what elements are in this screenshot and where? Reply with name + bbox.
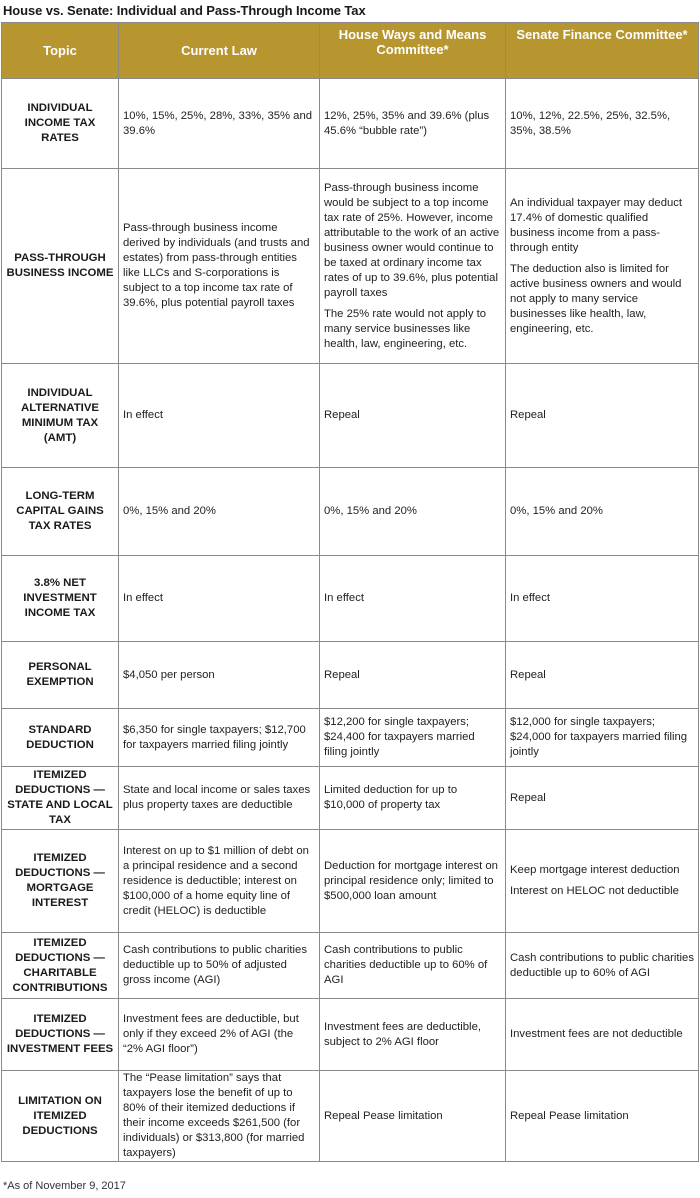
cell-paragraph: An individual taxpayer may deduct 17.4% of domestic qualified business income from a pass-through entity: [510, 196, 683, 254]
row-topic: LONG-TERM CAPITAL GAINS TAX RATES: [2, 468, 119, 556]
cell-paragraph: Repeal Pease limitation: [510, 1109, 629, 1122]
cell-paragraph: Repeal: [324, 409, 360, 421]
table-row: [2, 556, 699, 642]
row-topic: ITEMIZED DEDUCTIONS — MORTGAGE INTEREST: [2, 830, 119, 933]
cell-current-law: [119, 79, 320, 169]
cell-senate: [506, 556, 699, 642]
cell-paragraph: The deduction also is limited for active business owners and would not apply to many service businesses like health, law, engineering, etc.: [510, 262, 682, 335]
cell-paragraph: Pass-through business income would be subject to a top income tax rate of 25%. However, income attributable to the work of an active business owner would continue to be taxed at ordinary income tax rates of up to 39.6%, plus potential payroll taxes: [324, 181, 500, 299]
cell-paragraph: The 25% rate would not apply to many service businesses like health, law, engineering, etc.: [324, 307, 487, 350]
cell-paragraph: Keep mortgage interest deduction: [510, 864, 680, 876]
cell-paragraph: The “Pease limitation” says that taxpayers lose the benefit of up to 80% of their itemized deductions if their income exceeds $261,500 (for individuals) or $313,800 (for married taxpayers): [123, 1072, 305, 1159]
cell-senate: [506, 709, 699, 767]
cell-current-law: [119, 933, 320, 999]
cell-house: [320, 79, 506, 169]
table-row: [2, 767, 699, 830]
cell-current-law: [119, 364, 320, 468]
cell-current-law: [119, 169, 320, 364]
cell-paragraph: Repeal: [324, 668, 360, 681]
row-topic: PASS-THROUGH BUSINESS INCOME: [2, 169, 119, 364]
cell-house: [320, 767, 506, 830]
cell-paragraph: In effect: [123, 409, 163, 421]
row-topic: INDIVIDUAL INCOME TAX RATES: [2, 79, 119, 169]
cell-paragraph: $12,000 for single taxpayers; $24,000 for taxpayers married filing jointly: [510, 716, 688, 758]
cell-paragraph: Investment fees are deductible, subject to 2% AGI floor: [324, 1020, 481, 1048]
cell-house: [320, 1071, 506, 1162]
page-title: House vs. Senate: Individual and Pass-Through Income Tax: [3, 3, 366, 18]
cell-house: [320, 642, 506, 709]
row-topic: LIMITATION ON ITEMIZED DEDUCTIONS: [2, 1071, 119, 1162]
footnote: *As of November 9, 2017: [3, 1180, 126, 1192]
table-row: [2, 999, 699, 1071]
cell-paragraph: 0%, 15% and 20%: [324, 505, 417, 517]
row-topic: ITEMIZED DEDUCTIONS — INVESTMENT FEES: [2, 999, 119, 1071]
cell-paragraph: Interest on HELOC not deductible: [510, 885, 679, 897]
row-topic: INDIVIDUAL ALTERNATIVE MINIMUM TAX (AMT): [2, 364, 119, 468]
cell-house: [320, 709, 506, 767]
cell-paragraph: Deduction for mortgage interest on principal residence only; limited to $500,000 loan amount: [324, 859, 498, 902]
row-topic: ITEMIZED DEDUCTIONS — STATE AND LOCAL TAX: [2, 767, 119, 830]
cell-paragraph: In effect: [123, 592, 163, 604]
cell-senate: [506, 933, 699, 999]
row-topic: PERSONAL EXEMPTION: [2, 642, 119, 709]
cell-paragraph: $6,350 for single taxpayers; $12,700 for taxpayers married filing jointly: [123, 723, 306, 751]
cell-paragraph: Cash contributions to public charities deductible up to 60% of AGI: [324, 944, 488, 986]
table-row: [2, 830, 699, 933]
cell-senate: [506, 767, 699, 830]
header-senate: Senate Finance Committee*: [506, 23, 699, 79]
cell-senate: [506, 468, 699, 556]
cell-paragraph: Cash contributions to public charities deductible up to 50% of adjusted gross income (AGI): [123, 944, 307, 986]
comparison-table: [1, 22, 699, 1162]
header-current-law: Current Law: [119, 23, 320, 79]
cell-paragraph: In effect: [510, 592, 550, 604]
cell-current-law: [119, 830, 320, 933]
header-house: House Ways and Means Committee*: [320, 23, 506, 79]
cell-paragraph: Repeal: [510, 409, 546, 421]
cell-current-law: [119, 642, 320, 709]
cell-paragraph: Investment fees are deductible, but only if they exceed 2% of AGI (the “2% AGI floor”): [123, 1013, 299, 1055]
table-row: [2, 364, 699, 468]
cell-senate: [506, 169, 699, 364]
cell-current-law: [119, 999, 320, 1071]
cell-current-law: [119, 468, 320, 556]
cell-paragraph: State and local income or sales taxes plus property taxes are deductible: [123, 784, 311, 811]
cell-house: [320, 933, 506, 999]
cell-current-law: [119, 556, 320, 642]
cell-paragraph: 0%, 15% and 20%: [123, 505, 216, 517]
cell-paragraph: $12,200 for single taxpayers; $24,400 for taxpayers married filing jointly: [324, 716, 475, 758]
cell-senate: [506, 79, 699, 169]
table-row: [2, 79, 699, 169]
cell-paragraph: Repeal: [510, 668, 546, 681]
cell-paragraph: Cash contributions to public charities deductible up to 60% of AGI: [510, 951, 694, 979]
cell-paragraph: $4,050 per person: [123, 668, 215, 681]
table-row: [2, 468, 699, 556]
cell-current-law: [119, 709, 320, 767]
cell-paragraph: Repeal Pease limitation: [324, 1109, 443, 1122]
cell-house: [320, 364, 506, 468]
cell-senate: [506, 642, 699, 709]
cell-house: [320, 468, 506, 556]
cell-senate: [506, 364, 699, 468]
cell-house: [320, 830, 506, 933]
row-topic: ITEMIZED DEDUCTIONS — CHARITABLE CONTRIBUTIONS: [2, 933, 119, 999]
cell-paragraph: 12%, 25%, 35% and 39.6% (plus 45.6% “bubble rate”): [324, 109, 490, 137]
cell-house: [320, 556, 506, 642]
header-row: [2, 23, 699, 79]
row-topic: STANDARD DEDUCTION: [2, 709, 119, 767]
table-row: [2, 642, 699, 709]
cell-senate: [506, 1071, 699, 1162]
table-row: [2, 169, 699, 364]
cell-paragraph: 0%, 15% and 20%: [510, 505, 603, 517]
cell-current-law: [119, 1071, 320, 1162]
cell-paragraph: Investment fees are not deductible: [510, 1028, 683, 1040]
table-row: [2, 709, 699, 767]
cell-paragraph: Limited deduction for up to $10,000 of property tax: [324, 784, 458, 811]
cell-paragraph: 10%, 12%, 22.5%, 25%, 32.5%, 35%, 38.5%: [510, 109, 671, 137]
cell-house: [320, 999, 506, 1071]
cell-current-law: [119, 767, 320, 830]
cell-paragraph: Repeal: [510, 791, 546, 804]
cell-paragraph: Interest on up to $1 million of debt on a principal residence and a second residence is deductible; interest on $100,000 of a home equity line of credit (HELOC) is deductible: [123, 844, 309, 917]
header-topic: Topic: [2, 23, 119, 79]
cell-senate: [506, 999, 699, 1071]
cell-paragraph: 10%, 15%, 25%, 28%, 33%, 35% and 39.6%: [123, 109, 313, 137]
table-row: [2, 933, 699, 999]
row-topic: 3.8% NET INVESTMENT INCOME TAX: [2, 556, 119, 642]
cell-paragraph: Pass-through business income derived by individuals (and trusts and estates) from pass-through entities like LLCs and S-corporations is subject to a top income tax rate of 39.6%, plus potential payroll taxes: [123, 222, 310, 309]
cell-paragraph: In effect: [324, 592, 364, 604]
cell-senate: [506, 830, 699, 933]
table-row: [2, 1071, 699, 1162]
cell-house: [320, 169, 506, 364]
